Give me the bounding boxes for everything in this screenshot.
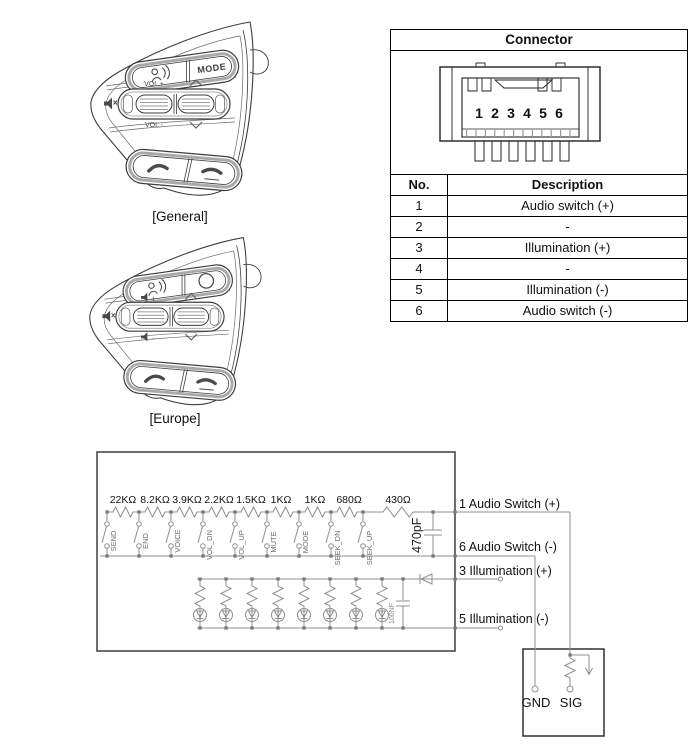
led-branch (194, 579, 207, 628)
led-branch (220, 579, 233, 628)
pin-labels (459, 497, 560, 626)
pin-numbers (475, 105, 563, 121)
resistor-label: 1KΩ (304, 494, 326, 506)
switch-label: VOL_DN (205, 529, 214, 561)
mode-button-label: MODE (196, 61, 227, 76)
led-branch (298, 579, 311, 628)
resistor-labels (110, 494, 411, 506)
resistor-label: 680Ω (336, 494, 362, 506)
led-branch (246, 579, 259, 628)
svg-text:1: 1 (475, 105, 483, 121)
bottom-button-group (125, 148, 244, 192)
capacitor-label: 100NF (389, 602, 396, 624)
connector-panel (390, 29, 688, 322)
led-branch (324, 579, 337, 628)
gnd-terminal-label: GND (521, 695, 551, 710)
switch-label: VOICE (173, 529, 182, 553)
resistor-label: 8.2KΩ (140, 494, 170, 506)
switch-label: SEEK_DN (333, 530, 342, 566)
resistor-label: 22KΩ (109, 494, 137, 506)
switch-label: MODE (301, 530, 310, 554)
switch-label: MUTE (269, 531, 278, 553)
table-row: 6 Audio switch (-) (391, 301, 687, 321)
pin-label-audio-minus: 6 Audio Switch (-) (459, 540, 557, 554)
table-row: 5 Illumination (-) (391, 280, 687, 301)
connector-title: Connector (391, 30, 687, 51)
audio-filter-capacitor (424, 512, 442, 556)
pin-table-header: No. Description (391, 175, 687, 196)
speaker-minus-label (141, 332, 155, 343)
resistor-label: 430Ω (385, 494, 411, 506)
table-row: 3 Illumination (+) (391, 238, 687, 259)
pin-label-illum-minus: 5 Illumination (-) (459, 612, 549, 626)
switch-label: SEEK_UP (365, 530, 374, 566)
switch-label: VOL_UP (237, 530, 246, 560)
pin-table (391, 175, 687, 321)
resistor-label: 3.9KΩ (172, 494, 202, 506)
connector-drawing (391, 51, 687, 175)
resistor-label: 1KΩ (270, 494, 292, 506)
led-branch (272, 579, 285, 628)
illum-smoothing-capacitor (396, 579, 410, 628)
sig-terminal-label: SIG (559, 695, 583, 710)
vol-down-label: VOL - (144, 122, 164, 129)
led-branch (350, 579, 363, 628)
europe-caption: [Europe] (149, 411, 201, 426)
vol-up-label: VOL + (144, 81, 164, 88)
head-unit-wiring (532, 512, 593, 692)
table-row: 1 Audio switch (+) (391, 196, 687, 217)
svg-text:4: 4 (523, 105, 531, 121)
svg-text:+: + (151, 293, 157, 304)
circuit-diagram (0, 445, 700, 753)
table-row: 2 - (391, 217, 687, 238)
illumination-circuit (194, 574, 503, 630)
pin-label-illum-plus: 3 Illumination (+) (459, 564, 552, 578)
general-caption: [General] (152, 209, 208, 224)
switch-label: END (141, 533, 150, 549)
svg-text:3: 3 (507, 105, 515, 121)
pin-label-audio-plus: 1 Audio Switch (+) (459, 497, 561, 511)
switch-labels (109, 529, 374, 565)
capacitor-label: 470pF (410, 517, 424, 553)
resistor-label: 2.2KΩ (204, 494, 234, 506)
table-row: 4 - (391, 259, 687, 280)
europe-wheel-illustration (60, 226, 350, 411)
svg-text:5: 5 (539, 105, 547, 121)
led-branch (376, 579, 389, 628)
svg-text:-: - (152, 332, 156, 343)
resistor-label: 1.5KΩ (236, 494, 266, 506)
svg-text:6: 6 (555, 105, 563, 121)
bottom-button-group (122, 359, 236, 401)
svg-text:2: 2 (491, 105, 499, 121)
general-wheel-illustration (60, 10, 350, 210)
switch-label: SEND (109, 530, 118, 552)
